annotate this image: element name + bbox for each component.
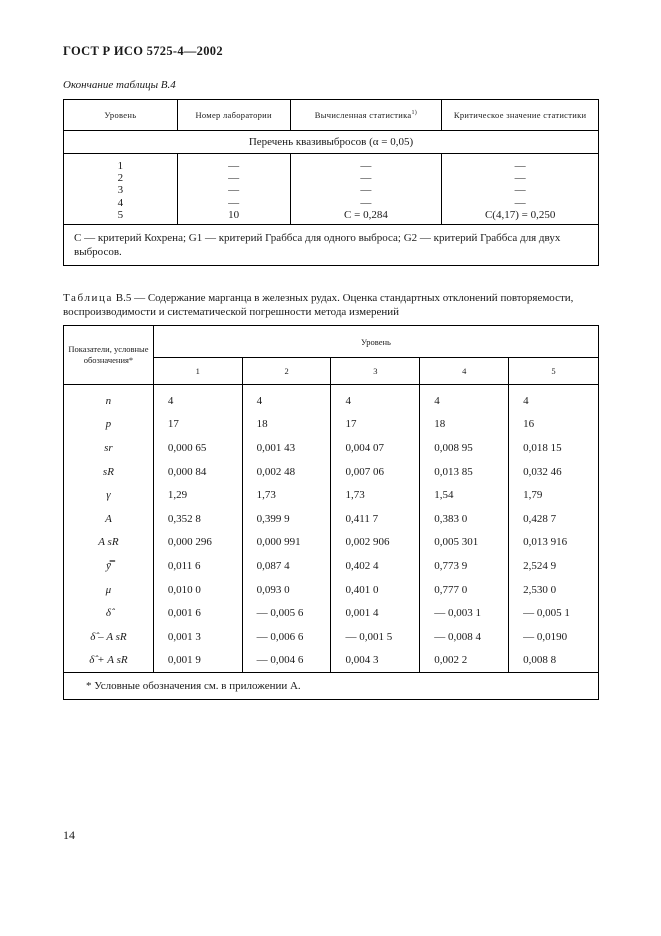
level-4-value: 18 xyxy=(420,413,509,437)
level-5-value: — 0,0190 xyxy=(509,625,599,649)
page-number: 14 xyxy=(63,828,75,842)
level-1-header: 1 xyxy=(153,358,242,385)
level-2-value: — 0,006 6 xyxy=(242,625,331,649)
level-5-value: — 0,005 1 xyxy=(509,601,599,625)
document-header: ГОСТ Р ИСО 5725-4—2002 xyxy=(63,44,223,58)
level-3-value: — 0,001 5 xyxy=(331,625,420,649)
parameter-symbol: p xyxy=(64,413,154,437)
level-2-value: 18 xyxy=(242,413,331,437)
level-5-value: 0,008 8 xyxy=(509,649,599,673)
parameter-symbol: ȳ̿ xyxy=(64,554,154,578)
level-2-value: 0,001 43 xyxy=(242,436,331,460)
level-3-value: 0,002 906 xyxy=(331,531,420,555)
table-row xyxy=(64,578,599,602)
table-row xyxy=(64,436,599,460)
level-5-value: 0,032 46 xyxy=(509,460,599,484)
level-2-value: 4 xyxy=(242,385,331,413)
level-2-value: 0,002 48 xyxy=(242,460,331,484)
table-b4-note: С — критерий Кохрена; G1 — критерий Граббса для одного выброса; G2 — критерий Граббса для двух выбросов. xyxy=(64,225,599,266)
parameter-symbol: δ̂ xyxy=(64,601,154,625)
level-2-value: 0,087 4 xyxy=(242,554,331,578)
table-b4-end xyxy=(63,99,599,266)
table-b5-footnote: * Условные обозначения см. в приложении А. xyxy=(64,673,599,700)
table-row xyxy=(64,385,599,413)
level-5-value: 0,013 916 xyxy=(509,531,599,555)
table-row xyxy=(64,531,599,555)
level-1-value: 4 xyxy=(153,385,242,413)
level-1-value: 0,011 6 xyxy=(153,554,242,578)
parameter-symbol: δ̂ + A sR xyxy=(64,649,154,673)
level-3-value: 1,73 xyxy=(331,483,420,507)
level-1-value: 1,29 xyxy=(153,483,242,507)
level-1-value: 17 xyxy=(153,413,242,437)
level-2-value: 0,399 9 xyxy=(242,507,331,531)
level-header: Уровень xyxy=(153,326,598,358)
level-1-value: 0,001 6 xyxy=(153,601,242,625)
level-3-value: 0,004 07 xyxy=(331,436,420,460)
level-4-value: 0,002 2 xyxy=(420,649,509,673)
table-b4-end-caption: Окончание таблицы В.4 xyxy=(63,79,176,91)
column-header-critical-value: Критическое значение статистики xyxy=(442,100,599,131)
column-header-computed-statistic: Вычисленная статистика$^{1)}$ xyxy=(290,100,442,131)
level-4-value: 0,005 301 xyxy=(420,531,509,555)
level-2-value: 0,000 991 xyxy=(242,531,331,555)
level-4-header: 4 xyxy=(420,358,509,385)
parameter-header: Показатели, условные обозначения* xyxy=(64,326,154,385)
level-5-value: 0,018 15 xyxy=(509,436,599,460)
footnote-marker: 1) xyxy=(411,110,418,117)
level-4-value: 0,013 85 xyxy=(420,460,509,484)
level-2-header: 2 xyxy=(242,358,331,385)
level-1-value: 0,001 9 xyxy=(153,649,242,673)
parameter-symbol: sR xyxy=(64,460,154,484)
level-5-value: 4 xyxy=(509,385,599,413)
column-header-lab-number: Номер лаборатории xyxy=(177,100,290,131)
level-1-value: 0,000 65 xyxy=(153,436,242,460)
parameter-symbol: n xyxy=(64,385,154,413)
table-row xyxy=(64,649,599,673)
parameter-symbol: sr xyxy=(64,436,154,460)
level-3-value: 0,402 4 xyxy=(331,554,420,578)
lab-numbers-cell: — — — — 10 xyxy=(177,154,290,225)
parameter-symbol: A sR xyxy=(64,531,154,555)
table-row xyxy=(64,413,599,437)
levels-cell: 1 2 3 4 5 xyxy=(64,154,178,225)
table-b5-caption-label: Таблица xyxy=(63,292,113,304)
table-row xyxy=(64,483,599,507)
parameter-symbol: A xyxy=(64,507,154,531)
level-5-value: 0,428 7 xyxy=(509,507,599,531)
level-3-value: 0,004 3 xyxy=(331,649,420,673)
level-3-value: 0,411 7 xyxy=(331,507,420,531)
level-4-value: 1,54 xyxy=(420,483,509,507)
level-2-value: 0,093 0 xyxy=(242,578,331,602)
level-5-value: 2,530 0 xyxy=(509,578,599,602)
level-5-header: 5 xyxy=(509,358,599,385)
column-header-level: Уровень xyxy=(64,100,178,131)
level-3-value: 17 xyxy=(331,413,420,437)
table-row xyxy=(64,601,599,625)
level-1-value: 0,010 0 xyxy=(153,578,242,602)
level-2-value: — 0,004 6 xyxy=(242,649,331,673)
level-3-header: 3 xyxy=(331,358,420,385)
parameter-symbol: δ̂ – A sR xyxy=(64,625,154,649)
level-5-value: 1,79 xyxy=(509,483,599,507)
table-b5-caption: Таблица В.5 — Содержание марганца в железных рудах. Оценка стандартных отклонений повторяемости, воспроизводимости и систематической погрешности метода измерений xyxy=(63,292,574,318)
level-4-value: 4 xyxy=(420,385,509,413)
level-3-value: 0,401 0 xyxy=(331,578,420,602)
level-4-value: 0,773 9 xyxy=(420,554,509,578)
level-1-value: 0,000 84 xyxy=(153,460,242,484)
level-3-value: 0,001 4 xyxy=(331,601,420,625)
level-1-value: 0,000 296 xyxy=(153,531,242,555)
level-2-value: 1,73 xyxy=(242,483,331,507)
level-4-value: 0,008 95 xyxy=(420,436,509,460)
table-row xyxy=(64,625,599,649)
table-b5 xyxy=(63,325,599,700)
level-1-value: 0,001 3 xyxy=(153,625,242,649)
level-5-value: 2,524 9 xyxy=(509,554,599,578)
level-2-value: — 0,005 6 xyxy=(242,601,331,625)
computed-statistics-cell: — — — — C = 0,284 xyxy=(290,154,442,225)
table-row xyxy=(64,507,599,531)
level-3-value: 0,007 06 xyxy=(331,460,420,484)
table-row xyxy=(64,554,599,578)
level-5-value: 16 xyxy=(509,413,599,437)
quasi-outliers-subheading: Перечень квазивыбросов (α = 0,05) xyxy=(64,131,599,154)
parameter-symbol: μ xyxy=(64,578,154,602)
level-3-value: 4 xyxy=(331,385,420,413)
table-row xyxy=(64,460,599,484)
parameter-symbol: γ xyxy=(64,483,154,507)
level-4-value: 0,777 0 xyxy=(420,578,509,602)
level-4-value: 0,383 0 xyxy=(420,507,509,531)
level-4-value: — 0,008 4 xyxy=(420,625,509,649)
level-4-value: — 0,003 1 xyxy=(420,601,509,625)
critical-values-cell: — — — — C(4,17) = 0,250 xyxy=(442,154,599,225)
level-1-value: 0,352 8 xyxy=(153,507,242,531)
